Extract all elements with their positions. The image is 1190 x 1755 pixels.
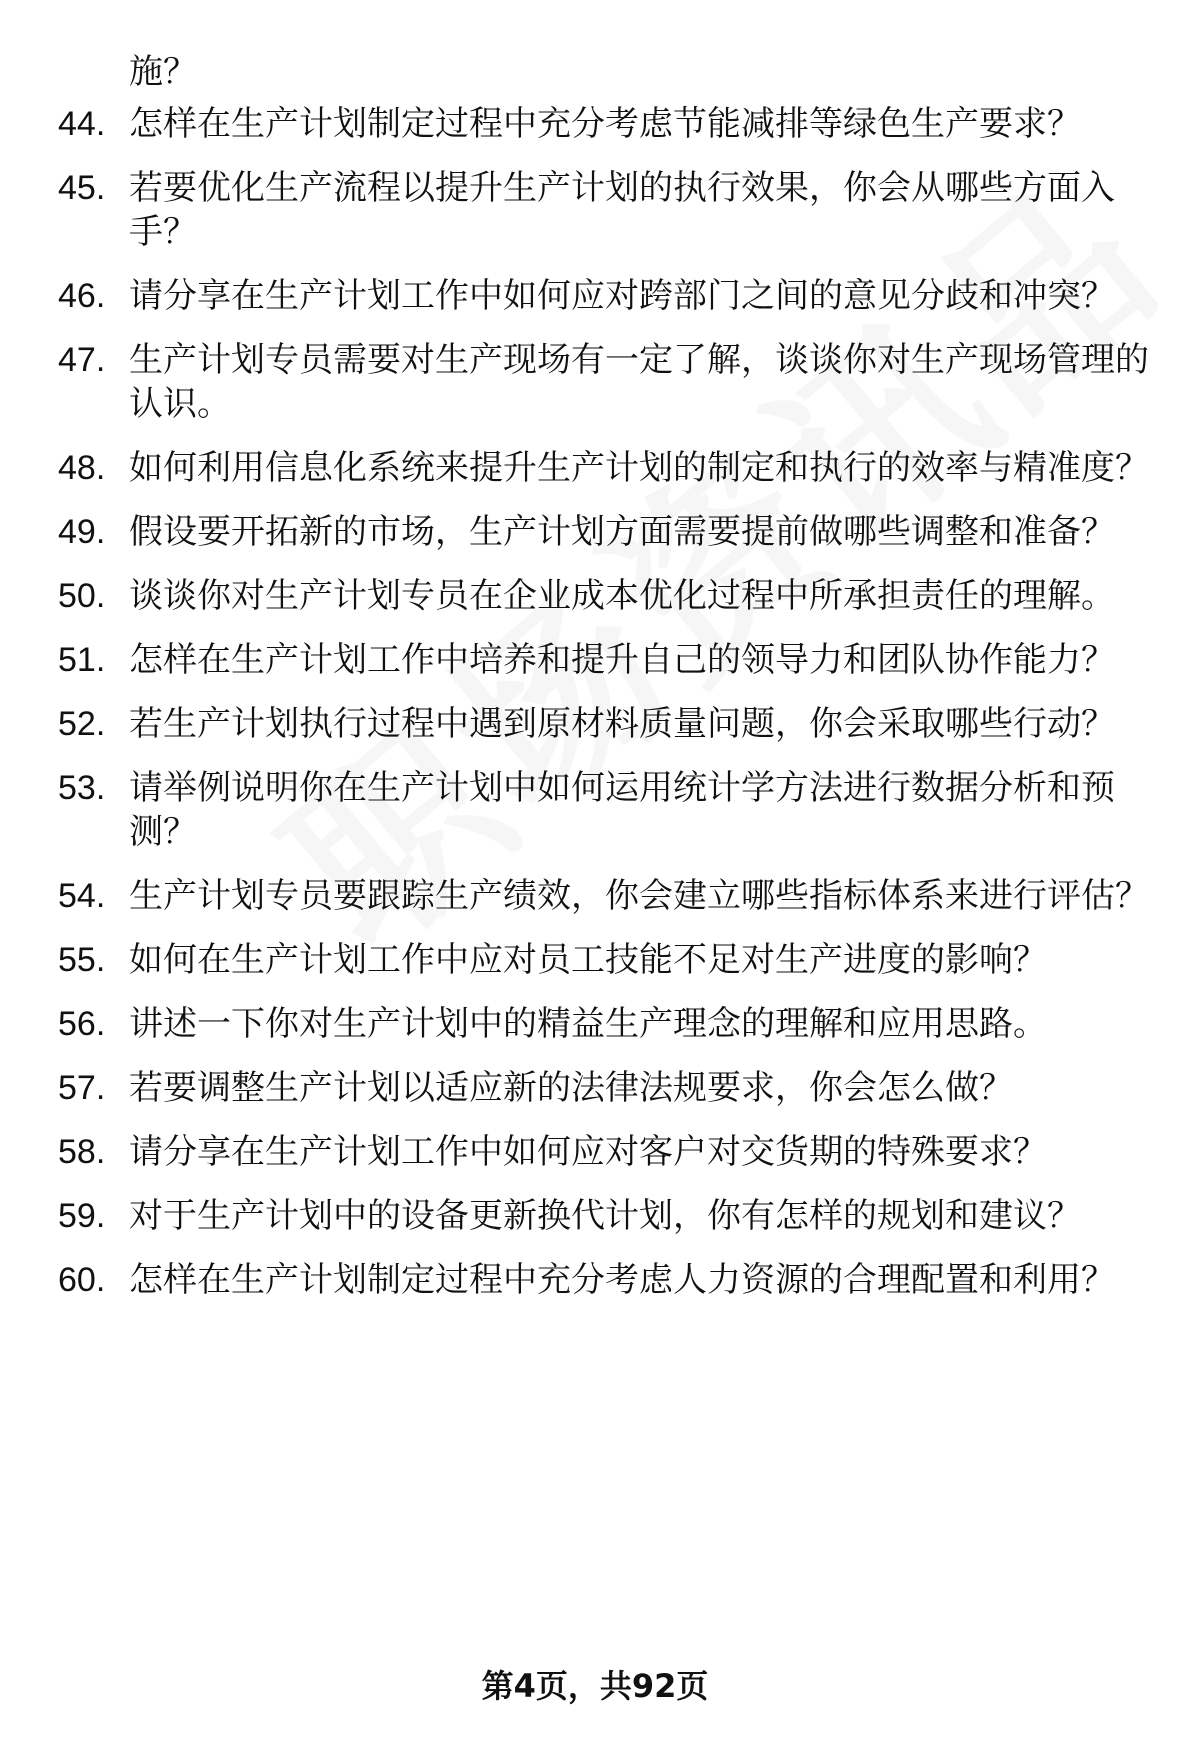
question-number: 57. — [58, 1069, 106, 1107]
question-item — [0, 510, 1190, 554]
question-text: 生产计划专员要跟踪生产绩效，你会建立哪些指标体系来进行评估？ — [129, 876, 1149, 916]
question-text: 请举例说明你在生产计划中如何运用统计学方法进行数据分析和预测？ — [129, 768, 1115, 852]
question-number: 54. — [58, 877, 106, 915]
page-number: 第4页，共92页 — [481, 1667, 709, 1705]
question-number: 44. — [58, 105, 106, 143]
question-number: 47. — [58, 341, 106, 379]
question-item — [0, 766, 1190, 854]
question-number: 46. — [58, 277, 106, 315]
question-item — [0, 1258, 1190, 1302]
question-list — [0, 102, 1190, 1322]
question-number: 53. — [58, 769, 106, 807]
question-number: 58. — [58, 1133, 106, 1171]
question-item — [0, 166, 1190, 254]
question-item — [0, 1066, 1190, 1110]
question-item — [0, 1130, 1190, 1174]
question-number: 51. — [58, 641, 106, 679]
question-item — [0, 274, 1190, 318]
question-text: 假设要开拓新的市场，生产计划方面需要提前做哪些调整和准备？ — [129, 512, 1115, 552]
continuation-text: 施？ — [129, 52, 197, 92]
question-text: 如何利用信息化系统来提升生产计划的制定和执行的效率与精准度？ — [129, 448, 1149, 488]
question-text: 若要调整生产计划以适应新的法律法规要求，你会怎么做？ — [129, 1068, 1013, 1108]
question-text: 对于生产计划中的设备更新换代计划，你有怎样的规划和建议？ — [129, 1196, 1081, 1236]
question-item — [0, 638, 1190, 682]
question-number: 60. — [58, 1261, 106, 1299]
question-number: 48. — [58, 449, 106, 487]
question-text: 若生产计划执行过程中遇到原材料质量问题，你会采取哪些行动？ — [129, 704, 1115, 744]
question-number: 52. — [58, 705, 106, 743]
question-text: 怎样在生产计划制定过程中充分考虑节能减排等绿色生产要求？ — [129, 104, 1081, 144]
question-item — [0, 1002, 1190, 1046]
question-text: 怎样在生产计划工作中培养和提升自己的领导力和团队协作能力？ — [129, 640, 1115, 680]
question-text: 请分享在生产计划工作中如何应对跨部门之间的意见分歧和冲突？ — [129, 276, 1115, 316]
question-item — [0, 702, 1190, 746]
question-text: 谈谈你对生产计划专员在企业成本优化过程中所承担责任的理解。 — [129, 576, 1115, 616]
question-item — [0, 938, 1190, 982]
question-item — [0, 574, 1190, 618]
question-number: 50. — [58, 577, 106, 615]
question-text: 若要优化生产流程以提升生产计划的执行效果，你会从哪些方面入手？ — [129, 168, 1115, 252]
question-item — [0, 1194, 1190, 1238]
question-item — [0, 102, 1190, 146]
question-item — [0, 338, 1190, 426]
question-item — [0, 446, 1190, 490]
question-number: 56. — [58, 1005, 106, 1043]
question-number: 55. — [58, 941, 106, 979]
question-item — [0, 874, 1190, 918]
question-text: 如何在生产计划工作中应对员工技能不足对生产进度的影响？ — [129, 940, 1047, 980]
question-number: 45. — [58, 169, 106, 207]
question-text: 请分享在生产计划工作中如何应对客户对交货期的特殊要求？ — [129, 1132, 1047, 1172]
question-text: 生产计划专员需要对生产现场有一定了解，谈谈你对生产现场管理的认识。 — [129, 340, 1149, 424]
question-text: 讲述一下你对生产计划中的精益生产理念的理解和应用思路。 — [129, 1004, 1047, 1044]
question-text: 怎样在生产计划制定过程中充分考虑人力资源的合理配置和利用？ — [129, 1260, 1115, 1300]
question-number: 59. — [58, 1197, 106, 1235]
question-number: 49. — [58, 513, 106, 551]
